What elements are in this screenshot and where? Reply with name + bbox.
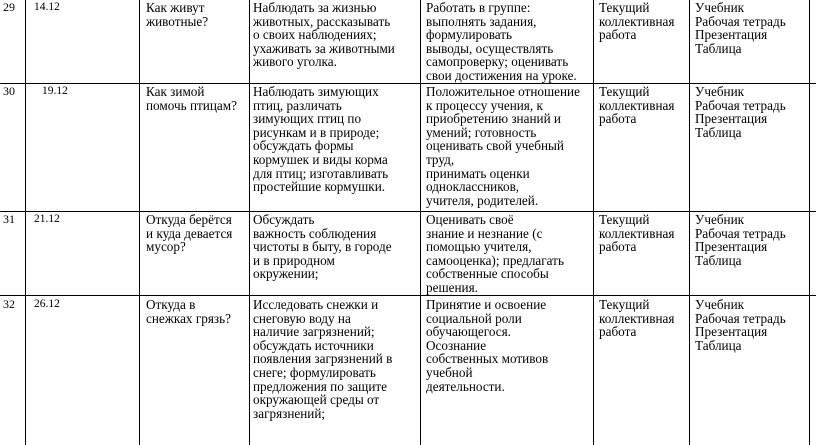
cell-text-line: Рабочая тетрадь xyxy=(695,13,786,29)
cell-text-line: социальной роли xyxy=(426,310,522,326)
row-border xyxy=(0,295,816,296)
cell-text-line: загрязнений; xyxy=(253,405,326,421)
cell-text-line: Положительное отношение xyxy=(426,84,580,99)
cell-text-line: работа xyxy=(599,324,637,340)
cell-text-line: Презентация xyxy=(695,239,768,255)
cell-text-line: Текущий xyxy=(599,0,650,15)
cell-text-line: коллективная xyxy=(599,225,675,241)
cell-text-line: Текущий xyxy=(599,212,650,227)
cell-text-line: Текущий xyxy=(599,84,650,99)
cell-text-line: окружающей среды от xyxy=(253,392,380,408)
cell-text-line: животных, рассказывать xyxy=(253,13,391,29)
cell-text-line: работа xyxy=(599,27,637,43)
cell-text-line: снеговую воду на xyxy=(253,310,351,326)
cell-text-line: Текущий xyxy=(599,297,650,312)
student-activities xyxy=(253,85,388,194)
cell-text-line: и в природном xyxy=(253,252,335,268)
cell-text-line: наличие загрязнений; xyxy=(253,324,375,340)
cell-text-line: Презентация xyxy=(695,27,768,43)
cell-text-line: к процессу учения, к xyxy=(426,97,543,113)
lesson-topic xyxy=(146,1,208,28)
cell-text-line: Как живут xyxy=(146,0,205,15)
cell-text-line: простейшие кормушки. xyxy=(253,179,386,195)
cell-text-line: живого уголка. xyxy=(253,54,337,70)
cell-text-line: Обсуждать xyxy=(253,212,315,227)
cell-text-line: Рабочая тетрадь xyxy=(695,225,786,241)
cell-text-line: одноклассников, xyxy=(426,179,520,195)
cell-text-line: и куда девается xyxy=(146,225,233,241)
cell-text-line: появления загрязнений в xyxy=(253,351,393,367)
cell-text-line: зимующих птиц по xyxy=(253,111,362,127)
cell-text-line: Рабочая тетрадь xyxy=(695,97,786,113)
cell-text-line: решения. xyxy=(426,279,478,295)
cell-text-line: Как зимой xyxy=(146,84,205,99)
cell-text-line: обучающегося. xyxy=(426,324,511,340)
cell-text-line: помочь птицам? xyxy=(146,97,237,113)
student-activities xyxy=(253,298,392,420)
resources xyxy=(695,85,786,139)
resources xyxy=(695,1,786,55)
cell-text-line: Таблица xyxy=(695,40,742,56)
cell-text-line: животные? xyxy=(146,13,209,29)
cell-text-line: мусор? xyxy=(146,239,186,255)
student-activities xyxy=(253,213,392,281)
row-border xyxy=(0,83,816,84)
cell-text-line: самопроверку; оценивать xyxy=(426,54,569,70)
cell-text-line: деятельности. xyxy=(426,378,505,394)
cell-text-line: выводы, осуществлять xyxy=(426,40,554,56)
cell-text-line: обсуждать источники xyxy=(253,337,374,353)
row-number: 29 xyxy=(3,0,15,14)
cell-text-line: ухаживать за животными xyxy=(253,40,395,56)
cell-text-line: Принятие и освоение xyxy=(426,297,547,312)
cell-text-line: о своих наблюдениях; xyxy=(253,27,377,43)
cell-text-line: обсуждать формы xyxy=(253,138,354,154)
cell-text-line: важность соблюдения xyxy=(253,225,377,241)
col-border xyxy=(809,0,810,445)
cell-text-line: Презентация xyxy=(695,324,768,340)
cell-text-line: Учебник xyxy=(695,0,745,15)
learning-outcomes xyxy=(426,213,564,295)
col-border xyxy=(139,0,140,445)
cell-text-line: Откуда в xyxy=(146,297,196,312)
col-border xyxy=(249,0,250,445)
cell-text-line: чистоты в быту, в городе xyxy=(253,239,392,255)
cell-text-line: Откуда берётся xyxy=(146,212,232,227)
learning-outcomes xyxy=(426,1,577,83)
resources xyxy=(695,298,786,352)
cell-text-line: Таблица xyxy=(695,337,742,353)
col-border xyxy=(689,0,690,445)
cell-text-line: Осознание xyxy=(426,337,487,353)
cell-text-line: Таблица xyxy=(695,252,742,268)
cell-text-line: работа xyxy=(599,111,637,127)
cell-text-line: Таблица xyxy=(695,124,742,140)
col-border xyxy=(25,0,26,445)
cell-text-line: Учебник xyxy=(695,84,745,99)
cell-text-line: Исследовать снежки и xyxy=(253,297,379,312)
cell-text-line: Оценивать своё xyxy=(426,212,514,227)
row-number: 32 xyxy=(3,297,15,311)
cell-text-line: Наблюдать за жизнью xyxy=(253,0,377,15)
cell-text-line: помощью учителя, xyxy=(426,239,532,255)
lesson-topic xyxy=(146,85,237,112)
cell-text-line: учителя, родителей. xyxy=(426,192,539,208)
learning-outcomes xyxy=(426,85,580,207)
row-border xyxy=(0,211,816,212)
cell-text-line: снежках грязь? xyxy=(146,310,231,326)
cell-text-line: выполнять задания, xyxy=(426,13,537,29)
cell-text-line: Рабочая тетрадь xyxy=(695,310,786,326)
lesson-topic xyxy=(146,213,232,254)
resources xyxy=(695,213,786,267)
cell-text-line: Презентация xyxy=(695,111,768,127)
control-type xyxy=(599,85,674,126)
cell-text-line: формулировать xyxy=(426,27,513,43)
lesson-date: 19.12 xyxy=(42,85,68,97)
cell-text-line: оценивать свой учебный xyxy=(426,138,564,154)
cell-text-line: самооценка); предлагать xyxy=(426,252,564,268)
cell-text-line: птиц, различать xyxy=(253,97,342,113)
cell-text-line: знание и незнание (с xyxy=(426,225,543,241)
cell-text-line: свои достижения на уроке. xyxy=(426,67,577,83)
cell-text-line: принимать оценки xyxy=(426,165,530,181)
cell-text-line: кормушек и виды корма xyxy=(253,151,388,167)
cell-text-line: коллективная xyxy=(599,13,675,29)
cell-text-line: собственные способы xyxy=(426,266,549,282)
cell-text-line: приобретению знаний и xyxy=(426,111,561,127)
cell-text-line: коллективная xyxy=(599,310,675,326)
cell-text-line: труд, xyxy=(426,151,455,167)
cell-text-line: Наблюдать зимующих xyxy=(253,84,379,99)
control-type xyxy=(599,1,674,42)
cell-text-line: для птиц; изготавливать xyxy=(253,165,389,181)
cell-text-line: Учебник xyxy=(695,297,745,312)
control-type xyxy=(599,213,674,254)
cell-text-line: умений; готовность xyxy=(426,124,537,140)
cell-text-line: снеге; формулировать xyxy=(253,364,376,380)
cell-text-line: окружении; xyxy=(253,266,319,282)
cell-text-line: Учебник xyxy=(695,212,745,227)
lesson-date: 14.12 xyxy=(34,1,60,13)
lesson-date: 26.12 xyxy=(34,298,60,310)
cell-text-line: работа xyxy=(599,239,637,255)
control-type xyxy=(599,298,674,339)
lesson-topic xyxy=(146,298,231,325)
learning-outcomes xyxy=(426,298,548,393)
cell-text-line: собственных мотивов xyxy=(426,351,549,367)
row-number: 31 xyxy=(3,212,15,226)
lesson-date: 21.12 xyxy=(34,213,60,225)
cell-text-line: рисункам и в природе; xyxy=(253,124,380,140)
cell-text-line: коллективная xyxy=(599,97,675,113)
col-border xyxy=(593,0,594,445)
cell-text-line: учебной xyxy=(426,364,473,380)
row-number: 30 xyxy=(3,84,15,98)
student-activities xyxy=(253,1,395,69)
col-border xyxy=(420,0,421,445)
cell-text-line: предложения по защите xyxy=(253,378,387,394)
cell-text-line: Работать в группе: xyxy=(426,0,531,15)
